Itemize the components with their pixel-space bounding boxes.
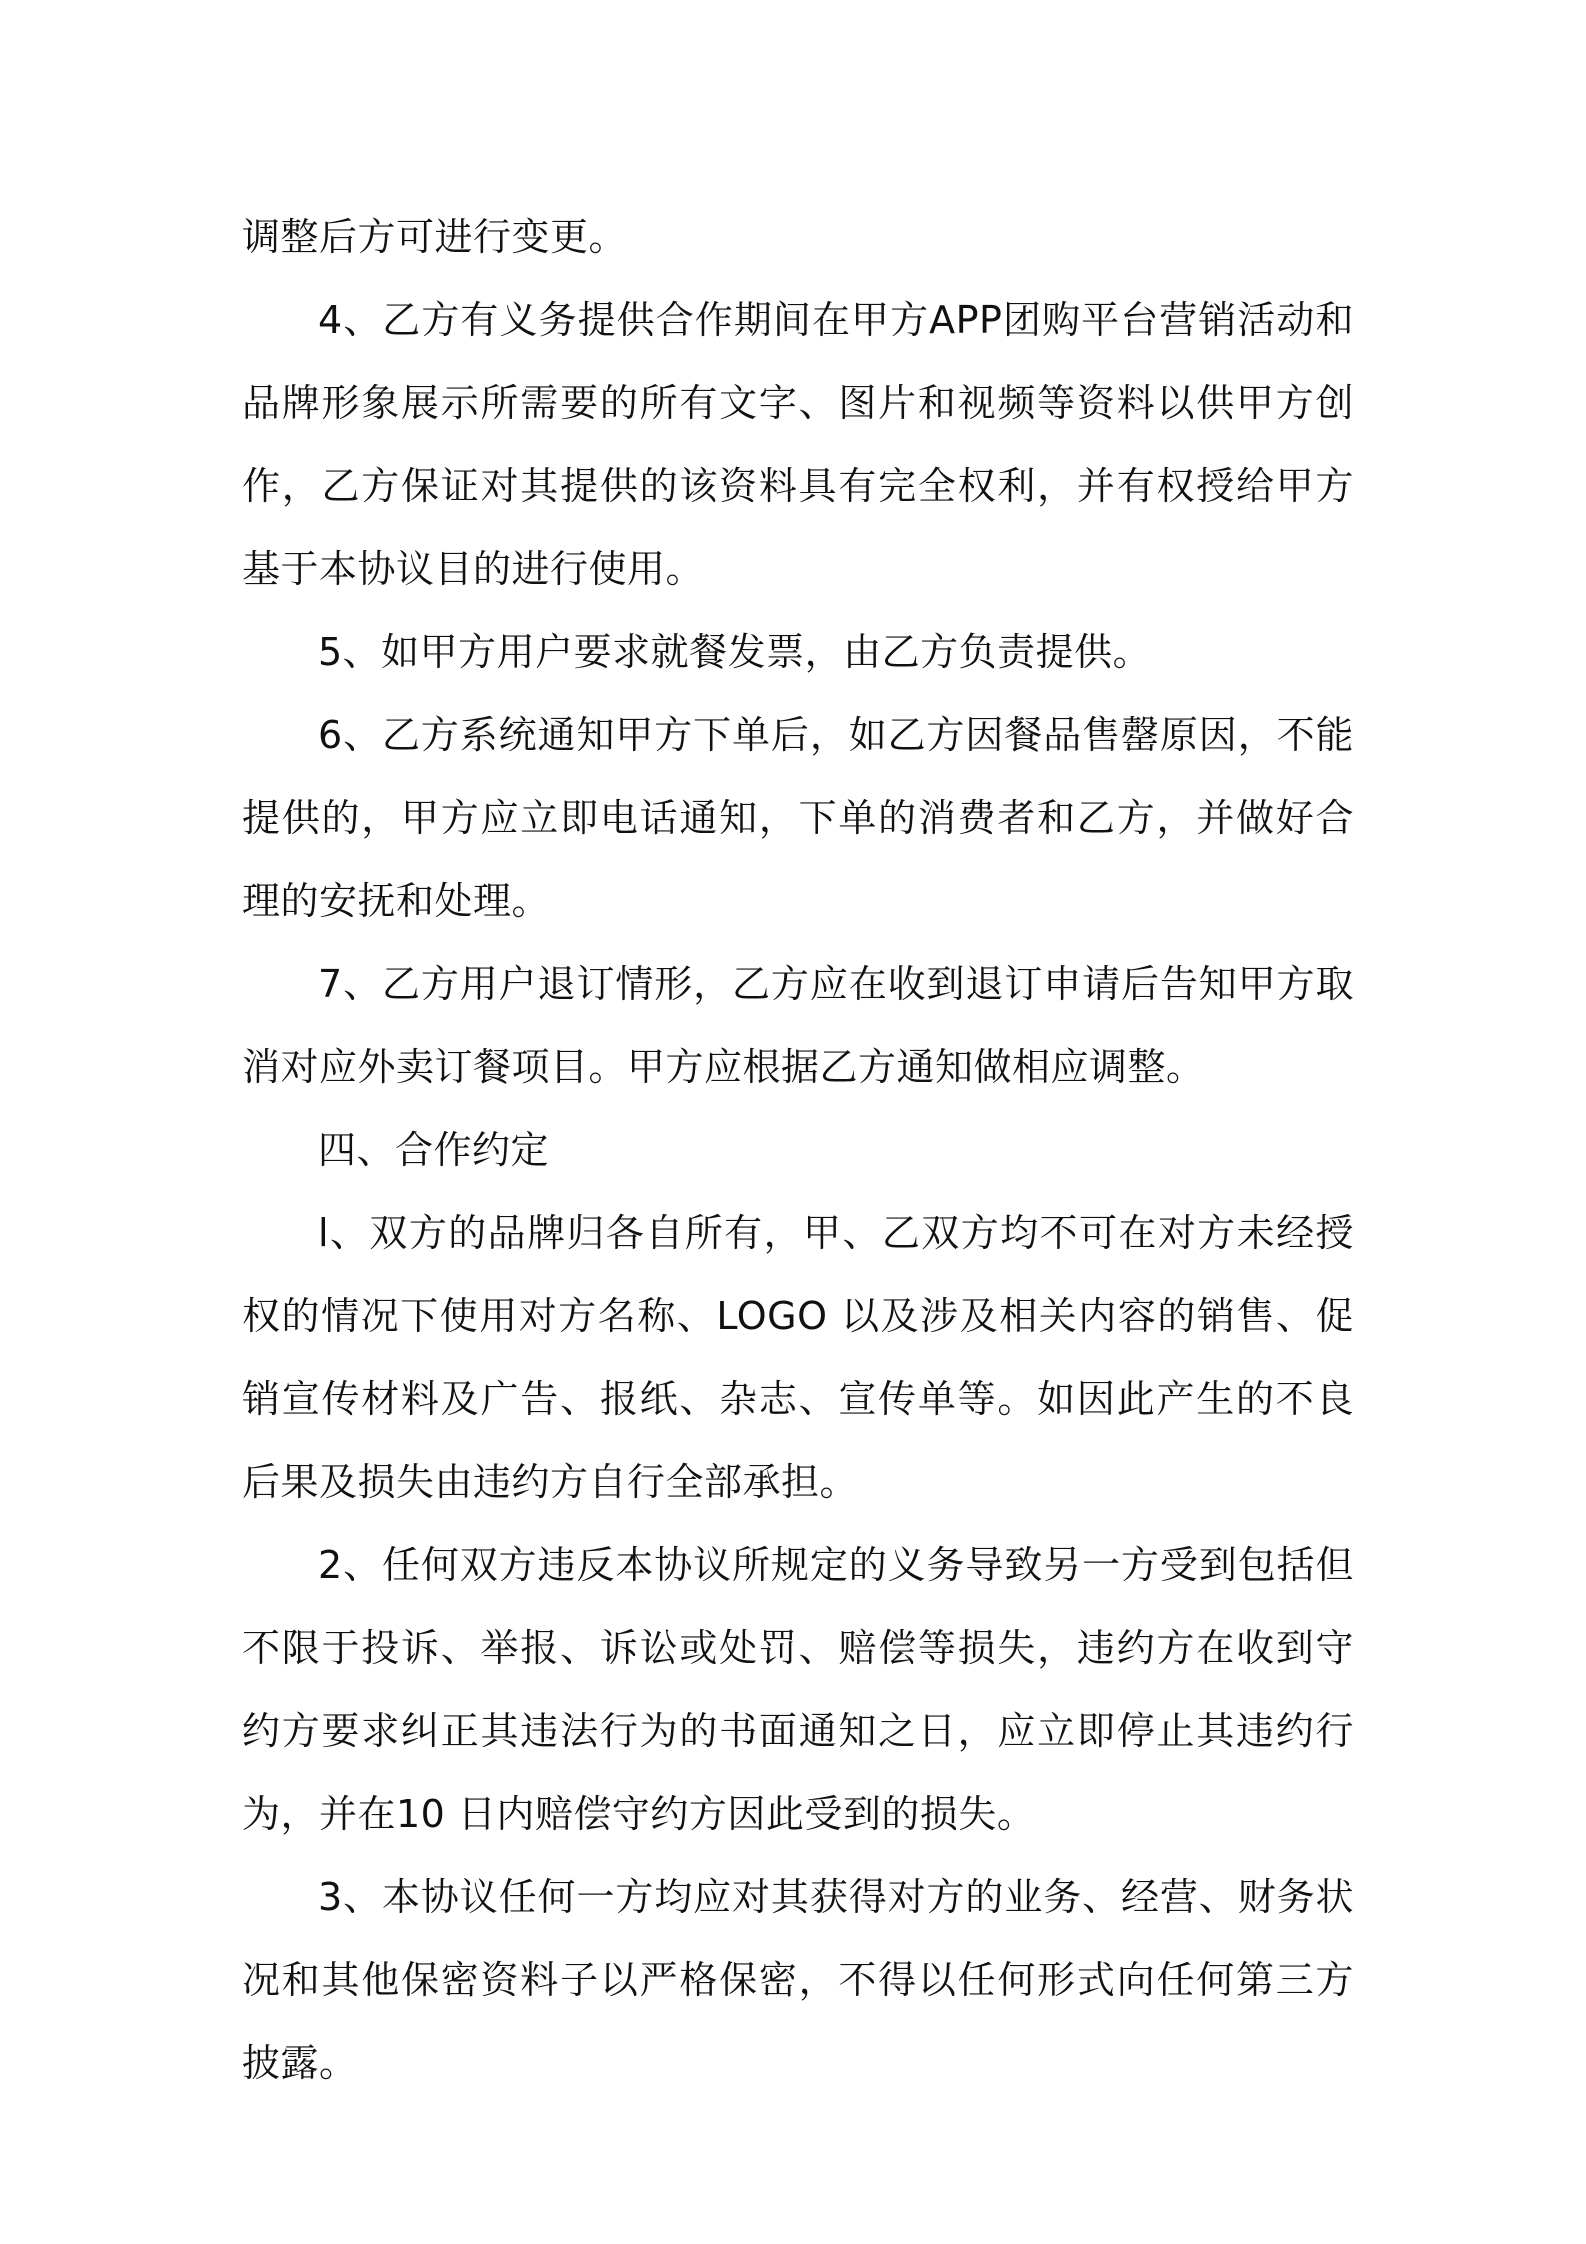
section-heading-cooperation: 四、合作约定: [318, 1128, 550, 1172]
paragraph-agreement-1: l、双方的品牌归各自所有，甲、乙双方均不可在对方未经授权的情况下使用对方名称、LOGO 以及涉及相关内容的销售、促销宣传材料及广告、报纸、杂志、宣传单等。如因此产生的不良后果及损失由违约方自行全部承担。: [242, 1211, 1354, 1504]
paragraph-agreement-3: 3、本协议任何一方均应对其获得对方的业务、经营、财务状况和其他保密资料子以严格保密，不得以任何形式向任何第三方披露。: [242, 1875, 1354, 2085]
paragraph-clause-7: 7、乙方用户退订情形，乙方应在收到退订申请后告知甲方取消对应外卖订餐项目。甲方应根据乙方通知做相应调整。: [242, 962, 1354, 1089]
paragraph-clause-5: 5、如甲方用户要求就餐发票，由乙方负责提供。: [318, 630, 1152, 674]
document-body: [242, 196, 1354, 2105]
paragraph-agreement-2: 2、任何双方违反本协议所规定的义务导致另一方受到包括但不限于投诉、举报、诉讼或处罚、赔偿等损失，违约方在收到守约方要求纠正其违法行为的书面通知之日，应立即停止其违约行为，并在10 日内赔偿守约方因此受到的损失。: [242, 1543, 1354, 1836]
paragraph-continuation: 调整后方可进行变更。: [242, 215, 628, 259]
paragraph-clause-4: 4、乙方有义务提供合作期间在甲方APP团购平台营销活动和品牌形象展示所需要的所有文字、图片和视频等资料以供甲方创作，乙方保证对其提供的该资料具有完全权利，并有权授给甲方基于本协议目的进行使用。: [242, 298, 1354, 591]
paragraph-clause-6: 6、乙方系统通知甲方下单后，如乙方因餐品售罄原因，不能提供的，甲方应立即电话通知，下单的消费者和乙方，并做好合理的安抚和处理。: [242, 713, 1354, 923]
